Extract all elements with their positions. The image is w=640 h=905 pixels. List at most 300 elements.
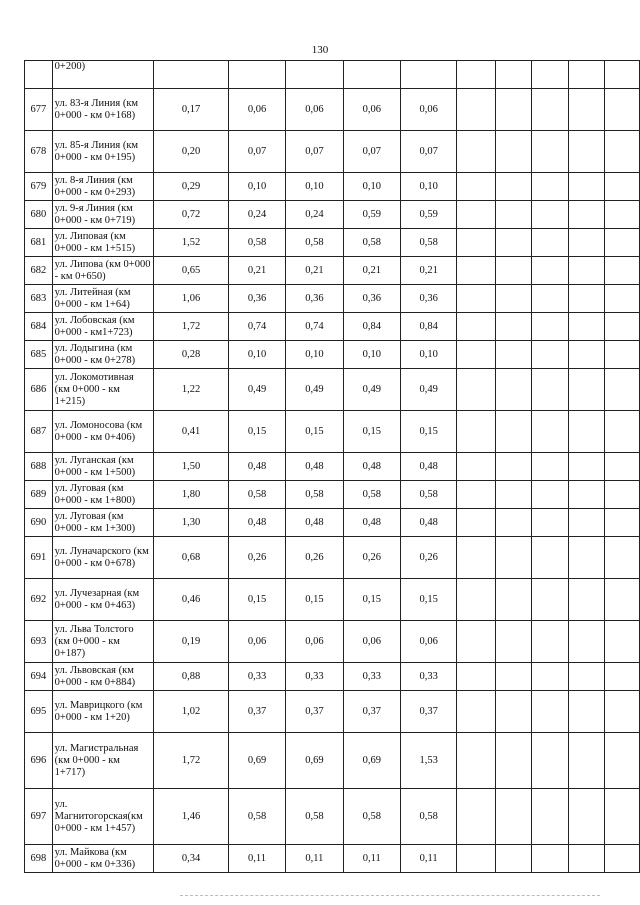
blank-cell: [532, 509, 569, 537]
blank-cell: [457, 691, 495, 733]
value-cell: 0,37: [400, 691, 456, 733]
value-cell: 0,26: [400, 537, 456, 579]
value-cell: 0,10: [343, 173, 400, 201]
value-cell: 0,26: [228, 537, 285, 579]
row-number-cell: 690: [25, 509, 53, 537]
value-cell: 0,69: [228, 733, 285, 789]
page-number: 130: [311, 44, 329, 56]
row-number-cell: 696: [25, 733, 53, 789]
table-row: [25, 257, 640, 285]
value-cell: 0,21: [228, 257, 285, 285]
row-number-cell: [25, 61, 53, 89]
value-cell: 0,10: [400, 341, 456, 369]
row-number-cell: 694: [25, 663, 53, 691]
row-number-cell: 691: [25, 537, 53, 579]
value-cell: 0,06: [228, 89, 285, 131]
blank-cell: [605, 537, 640, 579]
value-cell: 0,06: [343, 89, 400, 131]
value-cell: [286, 61, 343, 89]
road-name-cell: ул. Лодыгина (км 0+000 - км 0+278): [52, 341, 154, 369]
blank-cell: [457, 537, 495, 579]
row-number-cell: 684: [25, 313, 53, 341]
value-cell: 0,15: [343, 579, 400, 621]
road-name-cell: ул. Липовая (км 0+000 - км 1+515): [52, 229, 154, 257]
blank-cell: [457, 411, 495, 453]
blank-cell: [495, 509, 532, 537]
row-number-cell: 695: [25, 691, 53, 733]
row-number-cell: 679: [25, 173, 53, 201]
blank-cell: [495, 691, 532, 733]
blank-cell: [568, 285, 605, 313]
value-cell: 0,48: [400, 509, 456, 537]
value-cell: 1,30: [154, 509, 229, 537]
value-cell: 1,22: [154, 369, 229, 411]
value-cell: 0,69: [286, 733, 343, 789]
value-cell: 0,34: [154, 845, 229, 873]
value-cell: 0,07: [343, 131, 400, 173]
blank-cell: [605, 733, 640, 789]
blank-cell: [605, 313, 640, 341]
value-cell: 0,21: [286, 257, 343, 285]
blank-cell: [495, 733, 532, 789]
table-row: [25, 733, 640, 789]
value-cell: 1,52: [154, 229, 229, 257]
blank-cell: [495, 201, 532, 229]
value-cell: 0,58: [286, 481, 343, 509]
value-cell: 0,10: [286, 173, 343, 201]
road-name-cell: ул. Литейная (км 0+000 - км 1+64): [52, 285, 154, 313]
value-cell: 0,58: [343, 481, 400, 509]
blank-cell: [568, 411, 605, 453]
value-cell: 0,11: [228, 845, 285, 873]
blank-cell: [457, 481, 495, 509]
value-cell: 0,28: [154, 341, 229, 369]
value-cell: 0,15: [400, 411, 456, 453]
blank-cell: [568, 369, 605, 411]
road-name-cell: ул. Майкова (км 0+000 - км 0+336): [52, 845, 154, 873]
table-row: [25, 691, 640, 733]
value-cell: 0,58: [400, 481, 456, 509]
blank-cell: [457, 173, 495, 201]
blank-cell: [495, 621, 532, 663]
blank-cell: [532, 285, 569, 313]
blank-cell: [457, 733, 495, 789]
road-name-cell: ул. Луговая (км 0+000 - км 1+800): [52, 481, 154, 509]
row-number-cell: 682: [25, 257, 53, 285]
blank-cell: [568, 131, 605, 173]
table-row: [25, 341, 640, 369]
blank-cell: [532, 733, 569, 789]
road-name-cell: ул. 83-я Линия (км 0+000 - км 0+168): [52, 89, 154, 131]
blank-cell: [605, 481, 640, 509]
value-cell: 1,06: [154, 285, 229, 313]
value-cell: 0,58: [343, 789, 400, 845]
blank-cell: [457, 453, 495, 481]
value-cell: 0,74: [286, 313, 343, 341]
table-row: [25, 663, 640, 691]
row-number-cell: 680: [25, 201, 53, 229]
blank-cell: [568, 341, 605, 369]
blank-cell: [605, 369, 640, 411]
blank-cell: [568, 453, 605, 481]
table-row: [25, 411, 640, 453]
value-cell: 1,53: [400, 733, 456, 789]
blank-cell: [605, 509, 640, 537]
table-row: [25, 789, 640, 845]
blank-cell: [568, 537, 605, 579]
value-cell: 0,48: [228, 453, 285, 481]
table-body: [25, 61, 640, 873]
blank-cell: [532, 789, 569, 845]
value-cell: 0,10: [286, 341, 343, 369]
value-cell: 0,10: [228, 173, 285, 201]
road-name-cell: ул. Магнитогорская(км 0+000 - км 1+457): [52, 789, 154, 845]
value-cell: 0,24: [228, 201, 285, 229]
blank-cell: [457, 89, 495, 131]
value-cell: 0,06: [343, 621, 400, 663]
row-number-cell: 688: [25, 453, 53, 481]
row-number-cell: 687: [25, 411, 53, 453]
value-cell: 0,84: [400, 313, 456, 341]
row-number-cell: 697: [25, 789, 53, 845]
value-cell: [154, 61, 229, 89]
value-cell: 0,59: [343, 201, 400, 229]
value-cell: 0,33: [228, 663, 285, 691]
blank-cell: [532, 369, 569, 411]
blank-cell: [532, 537, 569, 579]
blank-cell: [495, 313, 532, 341]
blank-cell: [568, 481, 605, 509]
blank-cell: [605, 789, 640, 845]
blank-cell: [605, 61, 640, 89]
table-row: [25, 845, 640, 873]
value-cell: 0,48: [343, 453, 400, 481]
blank-cell: [605, 229, 640, 257]
blank-cell: [532, 229, 569, 257]
blank-cell: [495, 369, 532, 411]
value-cell: 0,49: [400, 369, 456, 411]
road-name-cell: ул. Маврицкого (км 0+000 - км 1+20): [52, 691, 154, 733]
blank-cell: [605, 663, 640, 691]
value-cell: 0,58: [228, 481, 285, 509]
table-row: [25, 579, 640, 621]
value-cell: 0,36: [343, 285, 400, 313]
row-number-cell: 678: [25, 131, 53, 173]
road-name-cell: ул. Львовская (км 0+000 - км 0+884): [52, 663, 154, 691]
blank-cell: [568, 663, 605, 691]
value-cell: 0,41: [154, 411, 229, 453]
blank-cell: [532, 579, 569, 621]
value-cell: 0,21: [400, 257, 456, 285]
value-cell: 0,06: [286, 89, 343, 131]
blank-cell: [605, 341, 640, 369]
value-cell: 0,36: [228, 285, 285, 313]
value-cell: 0,88: [154, 663, 229, 691]
blank-cell: [568, 789, 605, 845]
table-row: [25, 481, 640, 509]
blank-cell: [568, 579, 605, 621]
value-cell: 0,49: [228, 369, 285, 411]
table-row: [25, 621, 640, 663]
value-cell: 0,58: [400, 229, 456, 257]
blank-cell: [605, 621, 640, 663]
value-cell: 0,11: [343, 845, 400, 873]
blank-cell: [605, 411, 640, 453]
value-cell: 0,33: [286, 663, 343, 691]
value-cell: 0,36: [286, 285, 343, 313]
blank-cell: [495, 61, 532, 89]
road-name-cell: ул. 9-я Линия (км 0+000 - км 0+719): [52, 201, 154, 229]
value-cell: 0,19: [154, 621, 229, 663]
value-cell: 0,06: [400, 621, 456, 663]
blank-cell: [532, 257, 569, 285]
blank-cell: [495, 663, 532, 691]
road-name-cell: ул. Липова (км 0+000 - км 0+650): [52, 257, 154, 285]
table-row: [25, 173, 640, 201]
scan-artifact-line: [180, 895, 600, 898]
row-number-cell: 686: [25, 369, 53, 411]
blank-cell: [568, 733, 605, 789]
value-cell: 0,46: [154, 579, 229, 621]
value-cell: [400, 61, 456, 89]
blank-cell: [457, 621, 495, 663]
blank-cell: [457, 313, 495, 341]
value-cell: 0,11: [400, 845, 456, 873]
value-cell: 0,58: [400, 789, 456, 845]
blank-cell: [568, 313, 605, 341]
value-cell: 0,58: [286, 229, 343, 257]
blank-cell: [457, 663, 495, 691]
blank-cell: [568, 89, 605, 131]
value-cell: 0,29: [154, 173, 229, 201]
value-cell: 0,26: [343, 537, 400, 579]
value-cell: 0,07: [286, 131, 343, 173]
blank-cell: [532, 173, 569, 201]
value-cell: 0,65: [154, 257, 229, 285]
blank-cell: [568, 201, 605, 229]
blank-cell: [605, 257, 640, 285]
value-cell: 0,58: [228, 789, 285, 845]
road-name-cell: 0+200): [52, 61, 154, 89]
blank-cell: [568, 845, 605, 873]
value-cell: 0,21: [343, 257, 400, 285]
value-cell: 0,10: [343, 341, 400, 369]
blank-cell: [532, 411, 569, 453]
row-number-cell: 692: [25, 579, 53, 621]
value-cell: 0,36: [400, 285, 456, 313]
value-cell: 0,07: [228, 131, 285, 173]
blank-cell: [605, 579, 640, 621]
value-cell: 1,50: [154, 453, 229, 481]
value-cell: 0,15: [286, 411, 343, 453]
value-cell: 0,33: [343, 663, 400, 691]
blank-cell: [495, 845, 532, 873]
blank-cell: [457, 369, 495, 411]
blank-cell: [495, 481, 532, 509]
row-number-cell: 693: [25, 621, 53, 663]
blank-cell: [532, 845, 569, 873]
value-cell: 0,37: [343, 691, 400, 733]
value-cell: 0,49: [343, 369, 400, 411]
value-cell: 1,02: [154, 691, 229, 733]
row-number-cell: 689: [25, 481, 53, 509]
value-cell: 0,06: [286, 621, 343, 663]
value-cell: 0,15: [228, 579, 285, 621]
table-row: [25, 131, 640, 173]
value-cell: 1,72: [154, 733, 229, 789]
value-cell: 0,11: [286, 845, 343, 873]
value-cell: 0,69: [343, 733, 400, 789]
blank-cell: [605, 173, 640, 201]
roads-table: [24, 60, 640, 873]
value-cell: 0,06: [400, 89, 456, 131]
blank-cell: [457, 789, 495, 845]
blank-cell: [568, 229, 605, 257]
blank-cell: [605, 89, 640, 131]
blank-cell: [457, 229, 495, 257]
blank-cell: [605, 201, 640, 229]
row-number-cell: 677: [25, 89, 53, 131]
value-cell: 1,80: [154, 481, 229, 509]
blank-cell: [568, 61, 605, 89]
value-cell: [343, 61, 400, 89]
value-cell: 0,17: [154, 89, 229, 131]
row-number-cell: 683: [25, 285, 53, 313]
blank-cell: [495, 229, 532, 257]
blank-cell: [532, 481, 569, 509]
row-number-cell: 698: [25, 845, 53, 873]
road-name-cell: ул. Луганская (км 0+000 - км 1+500): [52, 453, 154, 481]
blank-cell: [457, 131, 495, 173]
blank-cell: [495, 131, 532, 173]
value-cell: 0,58: [286, 789, 343, 845]
value-cell: 0,07: [400, 131, 456, 173]
table-row: [25, 509, 640, 537]
value-cell: 0,74: [228, 313, 285, 341]
value-cell: 0,48: [228, 509, 285, 537]
blank-cell: [532, 131, 569, 173]
blank-cell: [532, 61, 569, 89]
blank-cell: [605, 845, 640, 873]
value-cell: 0,58: [343, 229, 400, 257]
table-row: [25, 201, 640, 229]
value-cell: 0,15: [400, 579, 456, 621]
blank-cell: [605, 131, 640, 173]
value-cell: 0,37: [286, 691, 343, 733]
table-row-continuation: [25, 61, 640, 89]
road-name-cell: ул. Луговая (км 0+000 - км 1+300): [52, 509, 154, 537]
road-name-cell: ул. Льва Толстого (км 0+000 - км 0+187): [52, 621, 154, 663]
blank-cell: [532, 453, 569, 481]
blank-cell: [495, 89, 532, 131]
blank-cell: [568, 621, 605, 663]
table-row: [25, 89, 640, 131]
row-number-cell: 685: [25, 341, 53, 369]
value-cell: 0,48: [343, 509, 400, 537]
blank-cell: [457, 579, 495, 621]
blank-cell: [495, 453, 532, 481]
value-cell: 0,33: [400, 663, 456, 691]
blank-cell: [457, 509, 495, 537]
value-cell: 0,48: [286, 509, 343, 537]
value-cell: 0,58: [228, 229, 285, 257]
blank-cell: [495, 285, 532, 313]
blank-cell: [495, 341, 532, 369]
blank-cell: [532, 663, 569, 691]
table-row: [25, 537, 640, 579]
road-name-cell: ул. Ломоносова (км 0+000 - км 0+406): [52, 411, 154, 453]
blank-cell: [605, 453, 640, 481]
road-name-cell: ул. Луначарского (км 0+000 - км 0+678): [52, 537, 154, 579]
table-row: [25, 369, 640, 411]
table-row: [25, 229, 640, 257]
blank-cell: [532, 201, 569, 229]
road-name-cell: ул. Магистральная (км 0+000 - км 1+717): [52, 733, 154, 789]
value-cell: 0,20: [154, 131, 229, 173]
value-cell: 1,46: [154, 789, 229, 845]
value-cell: 0,10: [228, 341, 285, 369]
value-cell: 1,72: [154, 313, 229, 341]
value-cell: 0,37: [228, 691, 285, 733]
value-cell: 0,48: [400, 453, 456, 481]
value-cell: 0,24: [286, 201, 343, 229]
value-cell: 0,15: [228, 411, 285, 453]
blank-cell: [532, 341, 569, 369]
blank-cell: [605, 691, 640, 733]
blank-cell: [457, 845, 495, 873]
value-cell: 0,72: [154, 201, 229, 229]
value-cell: 0,15: [286, 579, 343, 621]
blank-cell: [568, 257, 605, 285]
blank-cell: [568, 173, 605, 201]
value-cell: 0,84: [343, 313, 400, 341]
road-name-cell: ул. Лобовская (км 0+000 - км1+723): [52, 313, 154, 341]
road-name-cell: ул. Лучезарная (км 0+000 - км 0+463): [52, 579, 154, 621]
value-cell: 0,15: [343, 411, 400, 453]
road-name-cell: ул. Локомотивная (км 0+000 - км 1+215): [52, 369, 154, 411]
blank-cell: [495, 537, 532, 579]
value-cell: 0,48: [286, 453, 343, 481]
blank-cell: [457, 201, 495, 229]
value-cell: 0,49: [286, 369, 343, 411]
blank-cell: [457, 341, 495, 369]
row-number-cell: 681: [25, 229, 53, 257]
value-cell: 0,26: [286, 537, 343, 579]
blank-cell: [532, 313, 569, 341]
blank-cell: [532, 621, 569, 663]
blank-cell: [605, 285, 640, 313]
blank-cell: [532, 691, 569, 733]
blank-cell: [495, 789, 532, 845]
road-name-cell: ул. 85-я Линия (км 0+000 - км 0+195): [52, 131, 154, 173]
value-cell: [228, 61, 285, 89]
blank-cell: [495, 257, 532, 285]
blank-cell: [532, 89, 569, 131]
blank-cell: [457, 61, 495, 89]
blank-cell: [568, 509, 605, 537]
table-row: [25, 285, 640, 313]
value-cell: 0,06: [228, 621, 285, 663]
blank-cell: [495, 579, 532, 621]
blank-cell: [495, 411, 532, 453]
blank-cell: [457, 257, 495, 285]
table-row: [25, 313, 640, 341]
value-cell: 0,68: [154, 537, 229, 579]
blank-cell: [568, 691, 605, 733]
table-row: [25, 453, 640, 481]
value-cell: 0,10: [400, 173, 456, 201]
value-cell: 0,59: [400, 201, 456, 229]
